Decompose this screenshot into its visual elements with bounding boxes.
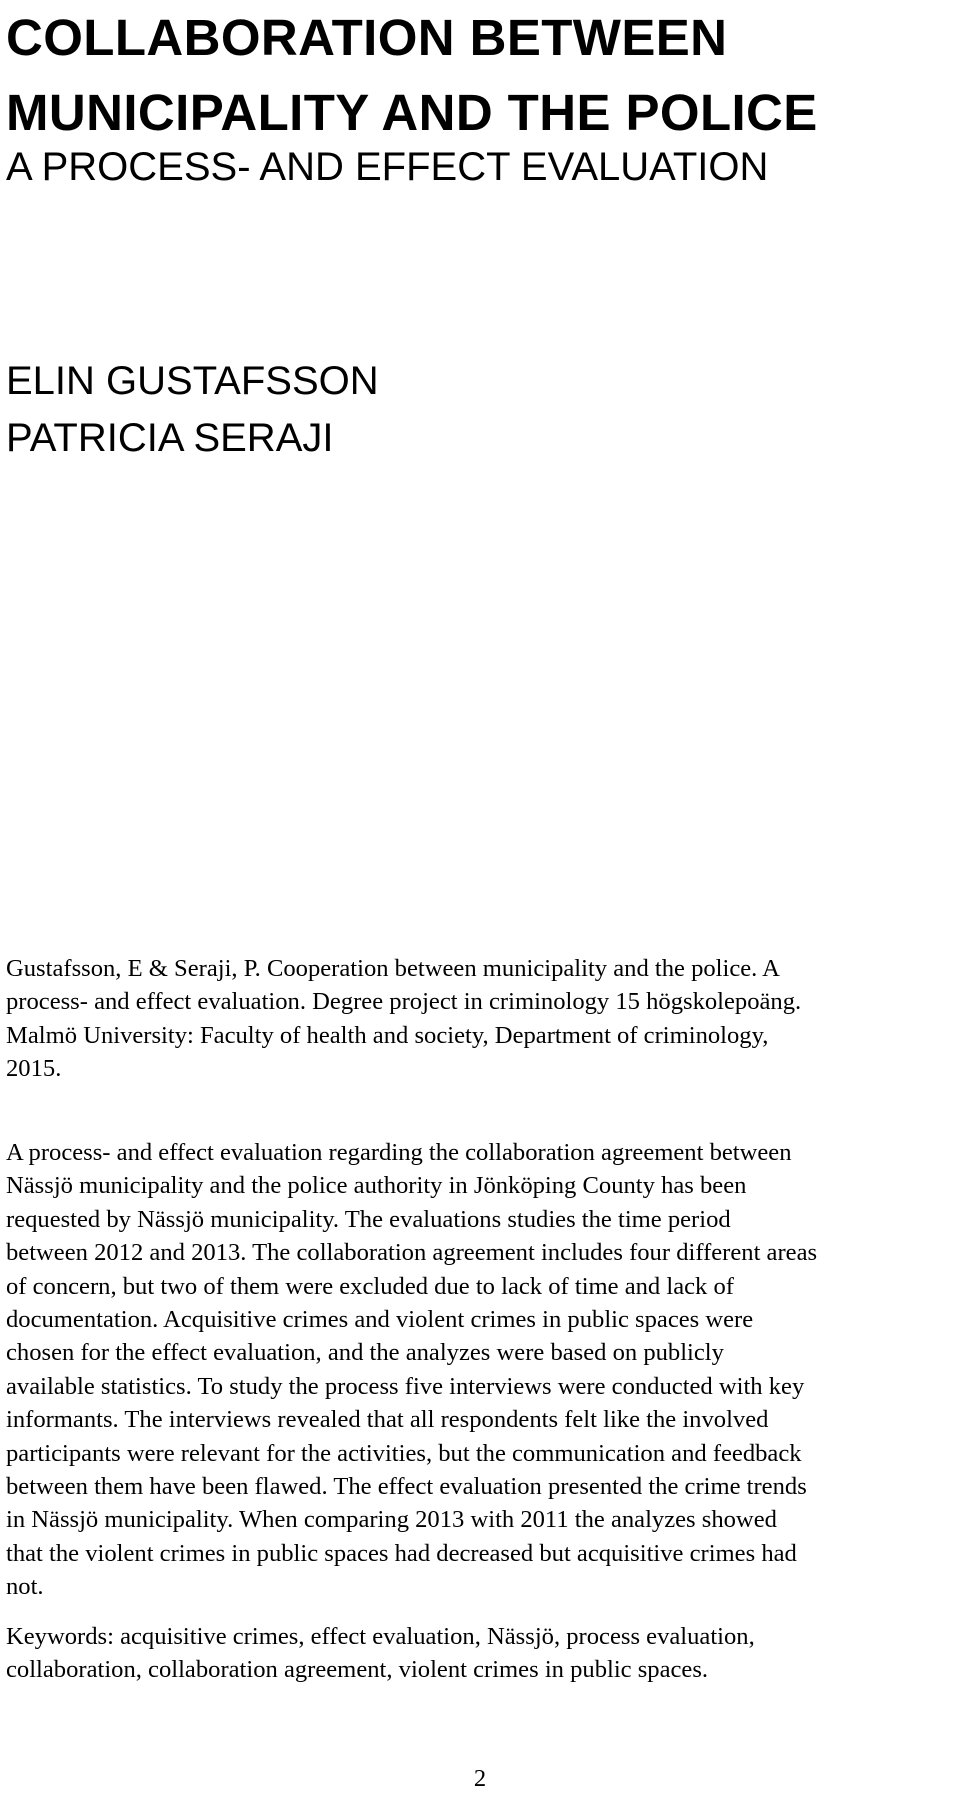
abstract-line: between 2012 and 2013. The collaboration agreement includes four different areas [6, 1239, 818, 1267]
citation-paragraph [6, 952, 956, 1086]
author-list [6, 353, 379, 467]
abstract-line: between them have been flawed. The effect evaluation presented the crime trends [6, 1473, 807, 1501]
page-title [6, 0, 956, 150]
title-line-1: COLLABORATION BETWEEN [6, 9, 728, 66]
citation-line: 2015. [6, 1055, 62, 1083]
abstract-line: Nässjö municipality and the police authority in Jönköping County has been [6, 1172, 747, 1200]
abstract-line: informants. The interviews revealed that all respondents felt like the involved [6, 1406, 769, 1434]
subtitle: A PROCESS- AND EFFECT EVALUATION [6, 145, 769, 189]
abstract-line: chosen for the effect evaluation, and the analyzes were based on publicly [6, 1339, 724, 1367]
page-number: 2 [473, 1765, 487, 1792]
abstract-line: of concern, but two of them were excluded due to lack of time and lack of [6, 1272, 734, 1300]
abstract-line: A process- and effect evaluation regarding the collaboration agreement between [6, 1139, 792, 1166]
abstract-line: in Nässjö municipality. When comparing 2013 with 2011 the analyzes showed [6, 1506, 777, 1534]
keywords-line: collaboration, collaboration agreement, violent crimes in public spaces. [6, 1656, 709, 1684]
author-name: ELIN GUSTAFSSON [6, 359, 379, 403]
abstract-paragraph [6, 1136, 956, 1604]
keywords-paragraph [6, 1620, 956, 1687]
title-line-2: MUNICIPALITY AND THE POLICE [6, 84, 818, 141]
abstract-line: that the violent crimes in public spaces had decreased but acquisitive crimes had [6, 1539, 797, 1567]
abstract-line: available statistics. To study the process five interviews were conducted with key [6, 1372, 805, 1400]
citation-line: Malmö University: Faculty of health and society, Department of criminology, [6, 1021, 769, 1049]
keywords-line: Keywords: acquisitive crimes, effect evaluation, Nässjö, process evaluation, [6, 1623, 755, 1650]
citation-line: Gustafsson, E & Seraji, P. Cooperation between municipality and the police. A [6, 955, 780, 982]
citation-line: process- and effect evaluation. Degree project in criminology 15 högskolepoäng. [6, 988, 802, 1016]
author-name: PATRICIA SERAJI [6, 416, 334, 460]
abstract-line: not. [6, 1573, 44, 1601]
abstract-line: participants were relevant for the activities, but the communication and feedback [6, 1439, 802, 1467]
abstract-line: documentation. Acquisitive crimes and violent crimes in public spaces were [6, 1306, 754, 1334]
abstract-line: requested by Nässjö municipality. The evaluations studies the time period [6, 1205, 731, 1233]
